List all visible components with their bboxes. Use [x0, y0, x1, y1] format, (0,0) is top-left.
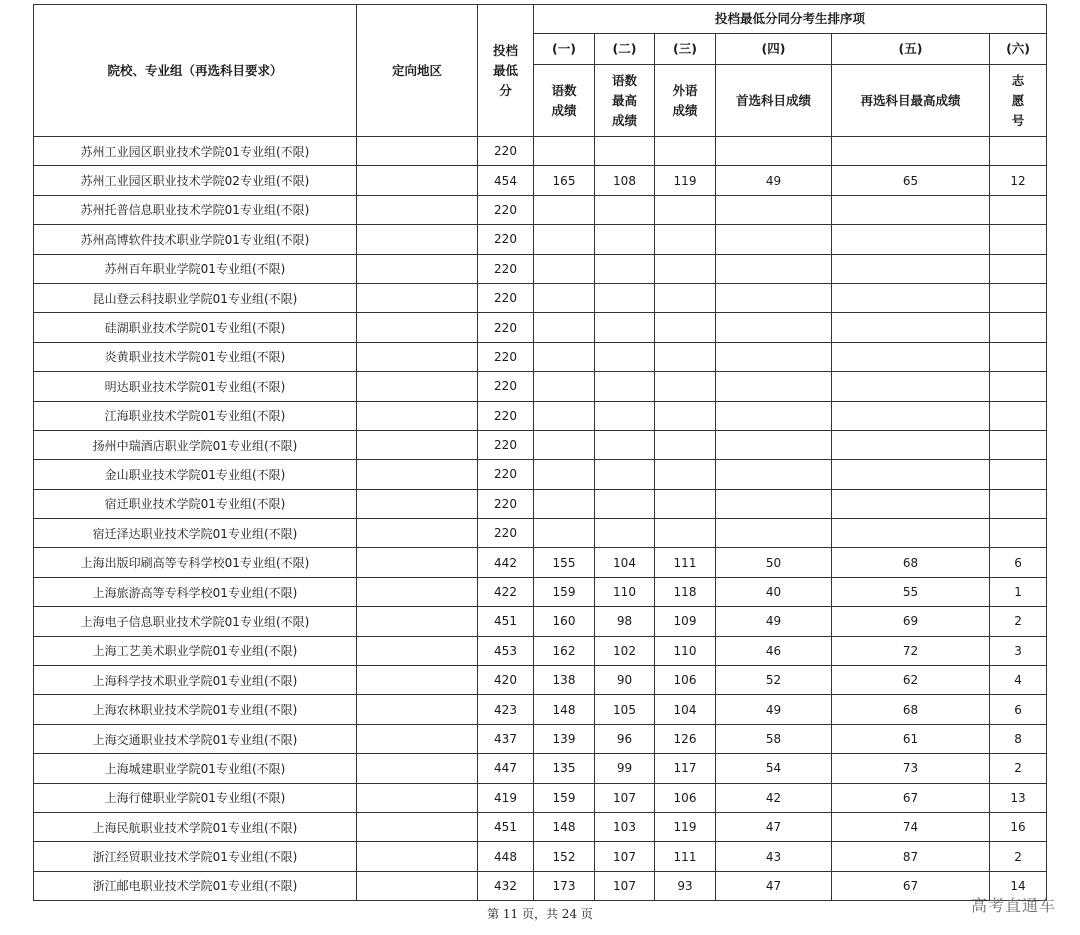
- min-score-cell: 451: [478, 607, 534, 636]
- chinese-math-cell: [534, 460, 595, 489]
- school-group-cell: 浙江经贸职业技术学院01专业组(不限): [34, 842, 357, 871]
- first-subject-cell: [716, 372, 832, 401]
- chinese-math-max-cell: [595, 519, 655, 548]
- min-score-cell: 448: [478, 842, 534, 871]
- chinese-math-max-cell: 102: [595, 636, 655, 665]
- min-score-cell: 220: [478, 489, 534, 518]
- table-row: [34, 871, 1047, 900]
- foreign-language-cell: [655, 283, 716, 312]
- table-row: [34, 342, 1047, 371]
- first-subject-cell: [716, 225, 832, 254]
- min-score-cell: 220: [478, 254, 534, 283]
- chinese-math-max-cell: [595, 401, 655, 430]
- min-score-cell: 220: [478, 401, 534, 430]
- school-group-cell: 上海交通职业技术学院01专业组(不限): [34, 724, 357, 753]
- preference-no-cell: 2: [990, 842, 1047, 871]
- first-subject-cell: [716, 313, 832, 342]
- chinese-math-max-cell: [595, 195, 655, 224]
- foreign-language-cell: 119: [655, 812, 716, 841]
- sub-index-5: (五): [832, 34, 990, 65]
- table-row: [34, 283, 1047, 312]
- chinese-math-cell: 135: [534, 754, 595, 783]
- chinese-math-cell: 162: [534, 636, 595, 665]
- min-score-cell: 220: [478, 342, 534, 371]
- second-subject-max-cell: 73: [832, 754, 990, 783]
- second-subject-max-cell: 62: [832, 666, 990, 695]
- foreign-language-cell: [655, 313, 716, 342]
- first-subject-cell: [716, 342, 832, 371]
- chinese-math-cell: [534, 313, 595, 342]
- foreign-language-cell: [655, 401, 716, 430]
- first-subject-cell: 49: [716, 607, 832, 636]
- table-row: [34, 754, 1047, 783]
- second-subject-max-cell: [832, 254, 990, 283]
- region-cell: [357, 225, 478, 254]
- table-row: [34, 401, 1047, 430]
- chinese-math-max-cell: 103: [595, 812, 655, 841]
- tie-break-header: 投档最低分同分考生排序项: [534, 5, 1047, 34]
- min-score-cell: 220: [478, 430, 534, 459]
- second-subject-max-cell: 74: [832, 812, 990, 841]
- chinese-math-cell: [534, 489, 595, 518]
- min-score-cell: 220: [478, 225, 534, 254]
- preference-no-cell: 2: [990, 754, 1047, 783]
- watermark: 高考直通车: [970, 896, 1056, 915]
- preference-no-cell: 1: [990, 577, 1047, 606]
- chinese-math-max-cell: 99: [595, 754, 655, 783]
- chinese-math-max-cell: 107: [595, 871, 655, 900]
- school-group-cell: 苏州托普信息职业技术学院01专业组(不限): [34, 195, 357, 224]
- chinese-math-cell: [534, 137, 595, 166]
- second-subject-max-cell: [832, 195, 990, 224]
- first-subject-cell: 58: [716, 724, 832, 753]
- second-subject-max-cell: [832, 401, 990, 430]
- chinese-math-max-cell: [595, 489, 655, 518]
- school-group-cell: 上海农林职业技术学院01专业组(不限): [34, 695, 357, 724]
- first-subject-cell: 52: [716, 666, 832, 695]
- chinese-math-max-cell: [595, 225, 655, 254]
- chinese-math-max-cell: 110: [595, 577, 655, 606]
- first-subject-cell: [716, 489, 832, 518]
- region-cell: [357, 195, 478, 224]
- table-row: [34, 489, 1047, 518]
- table-row: [34, 254, 1047, 283]
- second-subject-max-cell: [832, 460, 990, 489]
- region-cell: [357, 254, 478, 283]
- school-group-cell: 上海行健职业学院01专业组(不限): [34, 783, 357, 812]
- second-subject-max-cell: 69: [832, 607, 990, 636]
- first-subject-cell: 40: [716, 577, 832, 606]
- first-subject-cell: 43: [716, 842, 832, 871]
- table-row: [34, 137, 1047, 166]
- preference-no-cell: [990, 254, 1047, 283]
- region-cell: [357, 724, 478, 753]
- preference-no-cell: [990, 225, 1047, 254]
- sub-index-4: (四): [716, 34, 832, 65]
- chinese-math-cell: 138: [534, 666, 595, 695]
- foreign-language-cell: 106: [655, 783, 716, 812]
- preference-no-cell: 3: [990, 636, 1047, 665]
- school-group-cell: 苏州百年职业学院01专业组(不限): [34, 254, 357, 283]
- first-subject-cell: 47: [716, 871, 832, 900]
- min-score-cell: 432: [478, 871, 534, 900]
- chinese-math-cell: 159: [534, 783, 595, 812]
- table-row: [34, 519, 1047, 548]
- chinese-math-cell: [534, 372, 595, 401]
- region-cell: [357, 666, 478, 695]
- foreign-language-cell: 111: [655, 548, 716, 577]
- first-subject-cell: [716, 430, 832, 459]
- chinese-math-max-cell: 96: [595, 724, 655, 753]
- school-group-cell: 上海电子信息职业技术学院01专业组(不限): [34, 607, 357, 636]
- second-subject-max-cell: [832, 430, 990, 459]
- region-cell: [357, 372, 478, 401]
- second-subject-max-cell: 61: [832, 724, 990, 753]
- region-cell: [357, 695, 478, 724]
- preference-no-cell: 2: [990, 607, 1047, 636]
- chinese-math-cell: 139: [534, 724, 595, 753]
- min-score-cell: 447: [478, 754, 534, 783]
- table-row: [34, 666, 1047, 695]
- school-group-cell: 上海城建职业学院01专业组(不限): [34, 754, 357, 783]
- foreign-language-cell: [655, 254, 716, 283]
- chinese-math-max-cell: 105: [595, 695, 655, 724]
- chinese-math-cell: [534, 254, 595, 283]
- second-subject-max-cell: 87: [832, 842, 990, 871]
- foreign-language-cell: 104: [655, 695, 716, 724]
- school-group-cell: 上海旅游高等专科学校01专业组(不限): [34, 577, 357, 606]
- first-subject-cell: 50: [716, 548, 832, 577]
- region-cell: [357, 754, 478, 783]
- region-cell: [357, 166, 478, 195]
- school-group-cell: 苏州工业园区职业技术学院02专业组(不限): [34, 166, 357, 195]
- min-score-header: 投档最低分: [478, 5, 534, 137]
- school-group-cell: 宿迁泽达职业技术学院01专业组(不限): [34, 519, 357, 548]
- preference-no-cell: [990, 195, 1047, 224]
- second-subject-max-cell: 68: [832, 695, 990, 724]
- min-score-cell: 220: [478, 283, 534, 312]
- foreign-language-cell: 119: [655, 166, 716, 195]
- table-row: [34, 166, 1047, 195]
- foreign-language-cell: [655, 342, 716, 371]
- preference-no-cell: [990, 137, 1047, 166]
- preference-no-cell: 8: [990, 724, 1047, 753]
- foreign-language-cell: 118: [655, 577, 716, 606]
- school-group-cell: 上海工艺美术职业学院01专业组(不限): [34, 636, 357, 665]
- preference-no-cell: 13: [990, 783, 1047, 812]
- region-cell: [357, 577, 478, 606]
- chinese-math-cell: 165: [534, 166, 595, 195]
- second-subject-max-cell: 67: [832, 871, 990, 900]
- school-group-cell: 浙江邮电职业技术学院01专业组(不限): [34, 871, 357, 900]
- region-cell: [357, 871, 478, 900]
- sub-index-6: (六): [990, 34, 1047, 65]
- table-row: [34, 460, 1047, 489]
- sub-label-first-subject: 首选科目成绩: [716, 65, 832, 137]
- preference-no-cell: [990, 401, 1047, 430]
- foreign-language-cell: 111: [655, 842, 716, 871]
- school-group-header: 院校、专业组（再选科目要求）: [34, 5, 357, 137]
- region-cell: [357, 812, 478, 841]
- foreign-language-cell: 93: [655, 871, 716, 900]
- foreign-language-cell: 106: [655, 666, 716, 695]
- chinese-math-max-cell: [595, 313, 655, 342]
- table-row: [34, 842, 1047, 871]
- table-row: [34, 548, 1047, 577]
- min-score-cell: 454: [478, 166, 534, 195]
- admission-score-table: [33, 4, 1047, 901]
- sub-index-2: (二): [595, 34, 655, 65]
- region-cell: [357, 548, 478, 577]
- sub-label-second-subject-max: 再选科目最高成绩: [832, 65, 990, 137]
- second-subject-max-cell: [832, 225, 990, 254]
- second-subject-max-cell: [832, 137, 990, 166]
- region-cell: [357, 137, 478, 166]
- chinese-math-cell: [534, 342, 595, 371]
- foreign-language-cell: [655, 460, 716, 489]
- first-subject-cell: [716, 254, 832, 283]
- table-row: [34, 195, 1047, 224]
- min-score-cell: 220: [478, 195, 534, 224]
- region-cell: [357, 489, 478, 518]
- chinese-math-max-cell: [595, 342, 655, 371]
- school-group-cell: 宿迁职业技术学院01专业组(不限): [34, 489, 357, 518]
- preference-no-cell: [990, 489, 1047, 518]
- first-subject-cell: [716, 401, 832, 430]
- preference-no-cell: [990, 313, 1047, 342]
- first-subject-cell: [716, 195, 832, 224]
- second-subject-max-cell: 55: [832, 577, 990, 606]
- preference-no-cell: [990, 460, 1047, 489]
- table-row: [34, 724, 1047, 753]
- preference-no-cell: 6: [990, 548, 1047, 577]
- min-score-cell: 220: [478, 372, 534, 401]
- school-group-cell: 昆山登云科技职业学院01专业组(不限): [34, 283, 357, 312]
- chinese-math-max-cell: 108: [595, 166, 655, 195]
- region-cell: [357, 460, 478, 489]
- chinese-math-cell: 160: [534, 607, 595, 636]
- chinese-math-max-cell: 107: [595, 783, 655, 812]
- foreign-language-cell: [655, 137, 716, 166]
- min-score-cell: 420: [478, 666, 534, 695]
- first-subject-cell: [716, 519, 832, 548]
- foreign-language-cell: [655, 519, 716, 548]
- min-score-cell: 437: [478, 724, 534, 753]
- school-group-cell: 上海民航职业技术学院01专业组(不限): [34, 812, 357, 841]
- chinese-math-max-cell: [595, 430, 655, 459]
- chinese-math-max-cell: 104: [595, 548, 655, 577]
- sub-label-chinese-math: 语数成绩: [534, 65, 595, 137]
- chinese-math-cell: 155: [534, 548, 595, 577]
- school-group-cell: 上海出版印刷高等专科学校01专业组(不限): [34, 548, 357, 577]
- second-subject-max-cell: 72: [832, 636, 990, 665]
- min-score-cell: 422: [478, 577, 534, 606]
- table-row: [34, 225, 1047, 254]
- foreign-language-cell: [655, 225, 716, 254]
- second-subject-max-cell: 68: [832, 548, 990, 577]
- preference-no-cell: 14: [990, 871, 1047, 900]
- foreign-language-cell: 126: [655, 724, 716, 753]
- chinese-math-cell: [534, 195, 595, 224]
- region-cell: [357, 283, 478, 312]
- first-subject-cell: [716, 137, 832, 166]
- school-group-cell: 苏州工业园区职业技术学院01专业组(不限): [34, 137, 357, 166]
- foreign-language-cell: 117: [655, 754, 716, 783]
- table-body: [34, 137, 1047, 901]
- table-row: [34, 430, 1047, 459]
- table-header: [34, 5, 1047, 137]
- second-subject-max-cell: [832, 313, 990, 342]
- chinese-math-cell: [534, 430, 595, 459]
- foreign-language-cell: [655, 430, 716, 459]
- first-subject-cell: 46: [716, 636, 832, 665]
- region-cell: [357, 313, 478, 342]
- min-score-cell: 220: [478, 313, 534, 342]
- preference-no-cell: 6: [990, 695, 1047, 724]
- preference-no-cell: 12: [990, 166, 1047, 195]
- sub-index-1: (一): [534, 34, 595, 65]
- region-cell: [357, 342, 478, 371]
- chinese-math-cell: 159: [534, 577, 595, 606]
- foreign-language-cell: [655, 195, 716, 224]
- min-score-cell: 453: [478, 636, 534, 665]
- preference-no-cell: [990, 430, 1047, 459]
- school-group-cell: 苏州高博软件技术职业学院01专业组(不限): [34, 225, 357, 254]
- region-cell: [357, 401, 478, 430]
- sub-label-foreign-language: 外语成绩: [655, 65, 716, 137]
- first-subject-cell: 49: [716, 695, 832, 724]
- region-cell: [357, 636, 478, 665]
- school-group-cell: 炎黄职业技术学院01专业组(不限): [34, 342, 357, 371]
- table-row: [34, 812, 1047, 841]
- preference-no-cell: [990, 372, 1047, 401]
- chinese-math-cell: 148: [534, 695, 595, 724]
- second-subject-max-cell: [832, 342, 990, 371]
- foreign-language-cell: 109: [655, 607, 716, 636]
- region-cell: [357, 607, 478, 636]
- chinese-math-cell: [534, 401, 595, 430]
- table-row: [34, 695, 1047, 724]
- school-group-cell: 上海科学技术职业学院01专业组(不限): [34, 666, 357, 695]
- preference-no-cell: [990, 283, 1047, 312]
- page-footer: 第 11 页，共 24 页: [487, 907, 593, 921]
- sub-label-chinese-math-max: 语数最高成绩: [595, 65, 655, 137]
- chinese-math-cell: 173: [534, 871, 595, 900]
- second-subject-max-cell: [832, 283, 990, 312]
- first-subject-cell: [716, 460, 832, 489]
- min-score-cell: 442: [478, 548, 534, 577]
- chinese-math-cell: 152: [534, 842, 595, 871]
- second-subject-max-cell: [832, 372, 990, 401]
- region-cell: [357, 783, 478, 812]
- chinese-math-cell: [534, 519, 595, 548]
- foreign-language-cell: [655, 489, 716, 518]
- foreign-language-cell: 110: [655, 636, 716, 665]
- preference-no-cell: 16: [990, 812, 1047, 841]
- second-subject-max-cell: [832, 489, 990, 518]
- table-row: [34, 577, 1047, 606]
- chinese-math-max-cell: [595, 137, 655, 166]
- preference-no-cell: [990, 342, 1047, 371]
- first-subject-cell: 42: [716, 783, 832, 812]
- chinese-math-cell: [534, 225, 595, 254]
- first-subject-cell: 47: [716, 812, 832, 841]
- table-row: [34, 313, 1047, 342]
- min-score-cell: 451: [478, 812, 534, 841]
- school-group-cell: 江海职业技术学院01专业组(不限): [34, 401, 357, 430]
- region-cell: [357, 430, 478, 459]
- min-score-cell: 220: [478, 137, 534, 166]
- table-row: [34, 636, 1047, 665]
- second-subject-max-cell: [832, 519, 990, 548]
- first-subject-cell: [716, 283, 832, 312]
- chinese-math-max-cell: 90: [595, 666, 655, 695]
- region-cell: [357, 842, 478, 871]
- sub-label-preference-no: 志愿号: [990, 65, 1047, 137]
- region-header: 定向地区: [357, 5, 478, 137]
- chinese-math-max-cell: [595, 283, 655, 312]
- school-group-cell: 扬州中瑞酒店职业学院01专业组(不限): [34, 430, 357, 459]
- preference-no-cell: [990, 519, 1047, 548]
- first-subject-cell: 49: [716, 166, 832, 195]
- school-group-cell: 硅湖职业技术学院01专业组(不限): [34, 313, 357, 342]
- second-subject-max-cell: 67: [832, 783, 990, 812]
- min-score-cell: 419: [478, 783, 534, 812]
- min-score-cell: 220: [478, 519, 534, 548]
- min-score-cell: 220: [478, 460, 534, 489]
- table-row: [34, 607, 1047, 636]
- chinese-math-cell: 148: [534, 812, 595, 841]
- school-group-cell: 金山职业技术学院01专业组(不限): [34, 460, 357, 489]
- second-subject-max-cell: 65: [832, 166, 990, 195]
- chinese-math-max-cell: [595, 372, 655, 401]
- region-cell: [357, 519, 478, 548]
- sub-index-3: (三): [655, 34, 716, 65]
- chinese-math-cell: [534, 283, 595, 312]
- table-row: [34, 783, 1047, 812]
- chinese-math-max-cell: 107: [595, 842, 655, 871]
- table-row: [34, 372, 1047, 401]
- chinese-math-max-cell: [595, 254, 655, 283]
- foreign-language-cell: [655, 372, 716, 401]
- chinese-math-max-cell: 98: [595, 607, 655, 636]
- chinese-math-max-cell: [595, 460, 655, 489]
- preference-no-cell: 4: [990, 666, 1047, 695]
- first-subject-cell: 54: [716, 754, 832, 783]
- min-score-cell: 423: [478, 695, 534, 724]
- school-group-cell: 明达职业技术学院01专业组(不限): [34, 372, 357, 401]
